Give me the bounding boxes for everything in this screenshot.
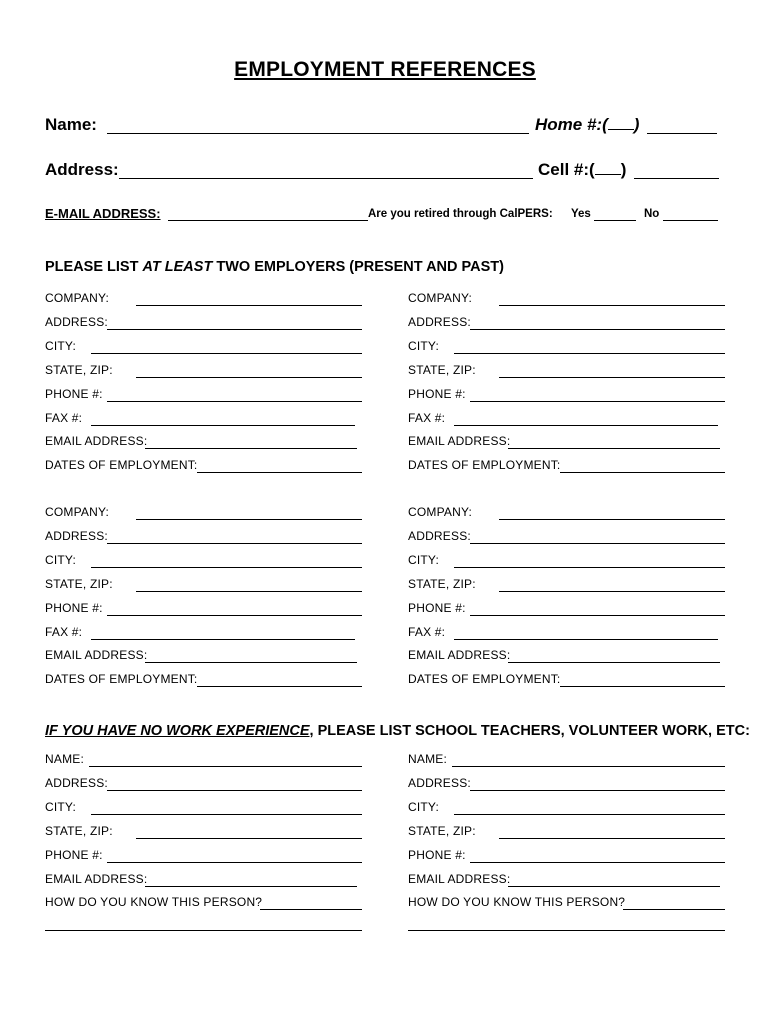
employer-4-phone-label: PHONE #: — [408, 600, 466, 615]
email-label: E-MAIL ADDRESS: — [45, 206, 161, 221]
employer-3-company-label: COMPANY: — [45, 505, 110, 519]
employer-2-dates-field[interactable] — [560, 472, 725, 473]
reference-2-address-field[interactable] — [470, 790, 725, 791]
employer-2-company-field[interactable] — [499, 305, 725, 306]
employer-1-city-label: CITY: — [45, 338, 77, 353]
employer-2-phone-field[interactable] — [470, 401, 725, 402]
employer-1-dates-field[interactable] — [197, 472, 362, 473]
employer-1-company-label: COMPANY: — [45, 291, 110, 305]
employer-2-dates-label: DATES OF EMPLOYMENT: — [408, 458, 561, 473]
employer-3-phone-label: PHONE #: — [45, 600, 103, 615]
employer-4-state-zip-field[interactable] — [499, 591, 725, 592]
employer-1-email-field[interactable] — [145, 448, 357, 449]
employer-3-dates-label: DATES OF EMPLOYMENT: — [45, 672, 198, 687]
reference-1-phone-label: PHONE #: — [45, 847, 103, 862]
employer-2-fax-label: FAX #: — [408, 410, 446, 425]
employer-4-email-label: EMAIL ADDRESS: — [408, 648, 511, 663]
calpers-question: Are you retired through CalPERS: — [368, 208, 553, 220]
employer-2-city-label: CITY: — [408, 338, 440, 353]
employer-1-city-field[interactable] — [91, 353, 362, 354]
employer-4-company-field[interactable] — [499, 519, 725, 520]
employer-2-company-label: COMPANY: — [408, 291, 473, 305]
address-field[interactable] — [119, 178, 533, 179]
cell-area-code-field[interactable] — [595, 160, 621, 175]
no-experience-heading: IF YOU HAVE NO WORK EXPERIENCE, PLEASE LIST SCHOOL TEACHERS, VOLUNTEER WORK, ETC: — [45, 723, 750, 739]
employer-2-state-zip-field[interactable] — [499, 377, 725, 378]
employer-3-fax-field[interactable] — [91, 639, 355, 640]
employer-1-phone-label: PHONE #: — [45, 386, 103, 401]
employer-4-phone-field[interactable] — [470, 615, 725, 616]
no-label: No — [644, 208, 660, 220]
reference-2-how-know-label: HOW DO YOU KNOW THIS PERSON? — [408, 895, 626, 910]
employer-4-dates-field[interactable] — [560, 686, 725, 687]
reference-2-city-label: CITY: — [408, 799, 440, 814]
reference-1-city-field[interactable] — [91, 814, 362, 815]
employer-4-address-field[interactable] — [470, 543, 725, 544]
employer-4-fax-label: FAX #: — [408, 624, 446, 639]
employer-2-email-field[interactable] — [508, 448, 720, 449]
employer-4-fax-field[interactable] — [454, 639, 718, 640]
email-field[interactable] — [168, 220, 368, 221]
reference-1-name-field[interactable] — [89, 766, 362, 767]
employer-2-phone-label: PHONE #: — [408, 386, 466, 401]
employer-2-address-field[interactable] — [470, 329, 725, 330]
reference-2-phone-label: PHONE #: — [408, 847, 466, 862]
employer-3-dates-field[interactable] — [197, 686, 362, 687]
home-phone-label: Home #:( ) — [535, 115, 640, 134]
employer-1-state-zip-field[interactable] — [136, 377, 362, 378]
cell-phone-field[interactable] — [634, 178, 719, 179]
employer-4-city-field[interactable] — [454, 567, 725, 568]
reference-2-phone-field[interactable] — [470, 862, 725, 863]
employer-4-dates-label: DATES OF EMPLOYMENT: — [408, 672, 561, 687]
employer-3-state-zip-field[interactable] — [136, 591, 362, 592]
reference-2-state-zip-field[interactable] — [499, 838, 725, 839]
reference-2-address-label: ADDRESS: — [408, 775, 471, 790]
employer-3-state-zip-label: STATE, ZIP: — [45, 576, 113, 591]
reference-1-how-know-label: HOW DO YOU KNOW THIS PERSON? — [45, 895, 263, 910]
employer-2-city-field[interactable] — [454, 353, 725, 354]
employer-3-address-label: ADDRESS: — [45, 528, 108, 543]
reference-1-state-zip-label: STATE, ZIP: — [45, 823, 113, 838]
employer-2-email-label: EMAIL ADDRESS: — [408, 434, 511, 449]
employer-2-address-label: ADDRESS: — [408, 314, 471, 329]
employer-1-fax-label: FAX #: — [45, 410, 83, 425]
employer-4-city-label: CITY: — [408, 552, 440, 567]
reference-2-name-label: NAME: — [408, 752, 448, 766]
employer-2-state-zip-label: STATE, ZIP: — [408, 362, 476, 377]
employer-1-address-label: ADDRESS: — [45, 314, 108, 329]
page-title: EMPLOYMENT REFERENCES — [234, 58, 536, 81]
yes-label: Yes — [571, 208, 591, 220]
employer-2-fax-field[interactable] — [454, 425, 718, 426]
employer-3-email-label: EMAIL ADDRESS: — [45, 648, 148, 663]
home-phone-field[interactable] — [647, 133, 717, 134]
employer-3-fax-label: FAX #: — [45, 624, 83, 639]
reference-1-city-label: CITY: — [45, 799, 77, 814]
reference-2-name-field[interactable] — [452, 766, 725, 767]
cell-phone-label: Cell #:( ) — [538, 160, 627, 179]
calpers-yes-field[interactable] — [594, 220, 636, 221]
reference-2-city-field[interactable] — [454, 814, 725, 815]
reference-1-address-label: ADDRESS: — [45, 775, 108, 790]
name-label: Name: — [45, 115, 97, 134]
employer-4-address-label: ADDRESS: — [408, 528, 471, 543]
reference-2-how-know-field[interactable] — [623, 909, 725, 910]
reference-2-email-field[interactable] — [508, 886, 720, 887]
employer-1-address-field[interactable] — [107, 329, 362, 330]
employer-3-email-field[interactable] — [145, 662, 357, 663]
employer-3-city-field[interactable] — [91, 567, 362, 568]
employer-1-state-zip-label: STATE, ZIP: — [45, 362, 113, 377]
employer-4-company-label: COMPANY: — [408, 505, 473, 519]
employer-1-dates-label: DATES OF EMPLOYMENT: — [45, 458, 198, 473]
home-area-code-field[interactable] — [608, 115, 634, 130]
reference-1-email-field[interactable] — [145, 886, 357, 887]
employer-3-city-label: CITY: — [45, 552, 77, 567]
reference-1-email-label: EMAIL ADDRESS: — [45, 871, 148, 886]
employer-1-email-label: EMAIL ADDRESS: — [45, 434, 148, 449]
reference-1-name-label: NAME: — [45, 752, 85, 766]
employer-1-fax-field[interactable] — [91, 425, 355, 426]
employer-1-company-field[interactable] — [136, 305, 362, 306]
employers-heading: PLEASE LIST AT LEAST TWO EMPLOYERS (PRESENT AND PAST) — [45, 259, 504, 275]
employer-4-email-field[interactable] — [508, 662, 720, 663]
reference-1-phone-field[interactable] — [107, 862, 362, 863]
name-field[interactable] — [107, 133, 529, 134]
address-label: Address: — [45, 160, 119, 179]
reference-1-how-know-continuation-field[interactable] — [45, 930, 362, 931]
employer-3-company-field[interactable] — [136, 519, 362, 520]
reference-1-how-know-field[interactable] — [260, 909, 362, 910]
employer-1-phone-field[interactable] — [107, 401, 362, 402]
calpers-no-field[interactable] — [663, 220, 718, 221]
reference-1-address-field[interactable] — [107, 790, 362, 791]
reference-2-state-zip-label: STATE, ZIP: — [408, 823, 476, 838]
reference-1-state-zip-field[interactable] — [136, 838, 362, 839]
reference-2-how-know-continuation-field[interactable] — [408, 930, 725, 931]
reference-2-email-label: EMAIL ADDRESS: — [408, 871, 511, 886]
employer-3-address-field[interactable] — [107, 543, 362, 544]
employer-4-state-zip-label: STATE, ZIP: — [408, 576, 476, 591]
employer-3-phone-field[interactable] — [107, 615, 362, 616]
